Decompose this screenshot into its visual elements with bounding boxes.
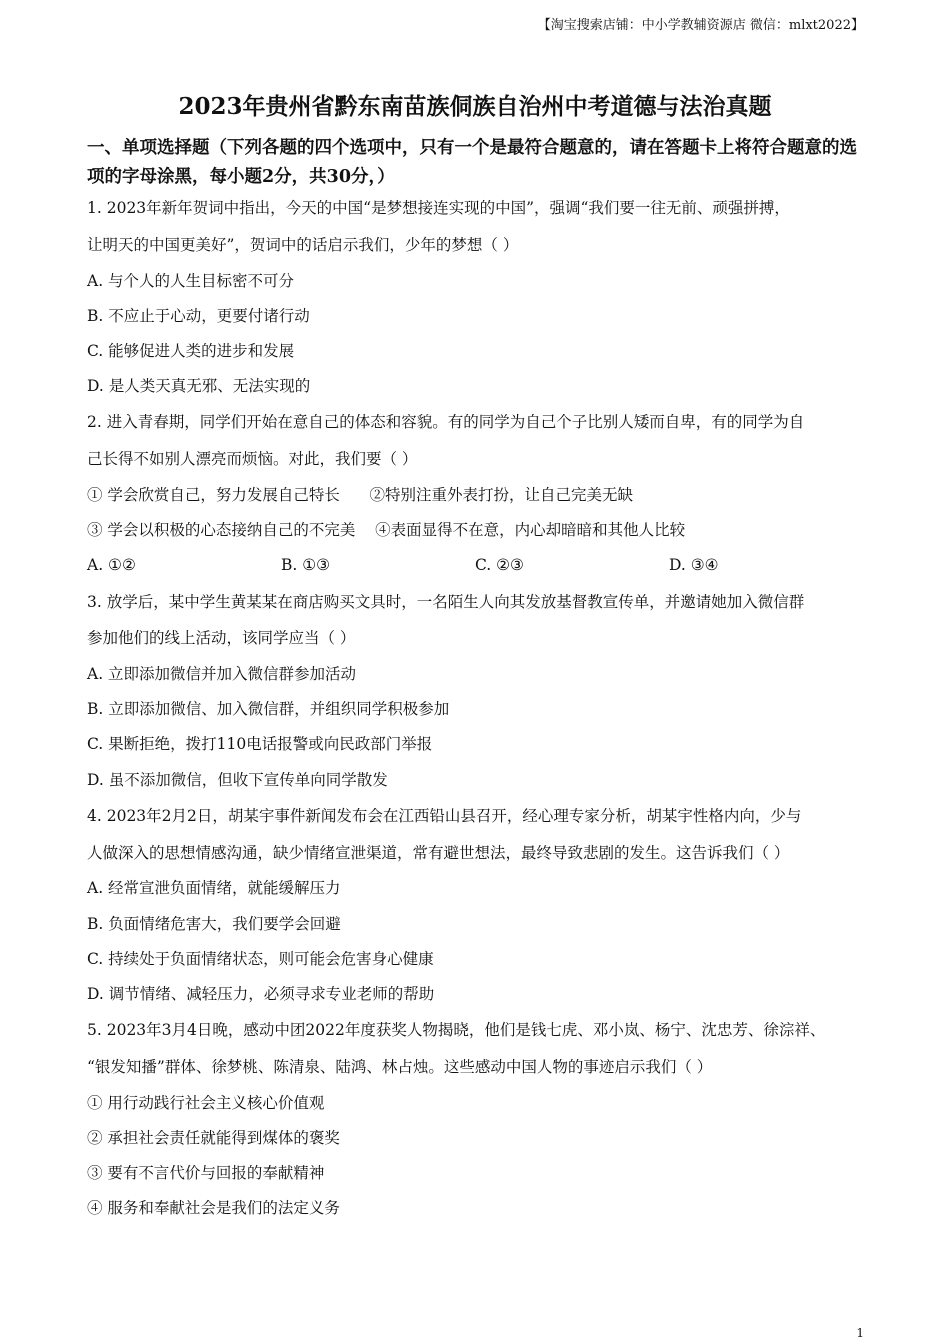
question-4-option-a: A. 经常宣泄负面情绪，就能缓解压力 (87, 879, 341, 898)
question-1-option-d: D. 是人类天真无邪、无法实现的 (87, 377, 311, 396)
question-1-stem-line-2: 让明天的中国更美好”，贺词中的话启示我们，少年的梦想（ ） (87, 235, 519, 254)
page-number: 1 (856, 1326, 864, 1340)
question-2-option-d: D. ③④ (669, 556, 719, 575)
question-3-option-c: C. 果断拒绝，拨打110电话报警或向民政部门举报 (87, 735, 433, 754)
question-5-stem-line-1: 5. 2023年3月4日晚，感动中团2022年度获奖人物揭晓，他们是钱七虎、邓小岚、杨宁、沈忠芳、徐淙祥、 (87, 1021, 826, 1040)
header-note: 【淘宝搜索店铺：中小学教辅资源店 微信：mlxt2022】 (537, 18, 864, 33)
question-1-option-a: A. 与个人的人生目标密不可分 (87, 271, 295, 290)
question-5-stem-line-2: “银发知播”群体、徐梦桃、陈清泉、陆鸿、林占烛。这些感动中国人物的事迹启示我们（ ） (87, 1057, 713, 1076)
question-3-stem-line-1: 3. 放学后，某中学生黄某某在商店购买文具时，一名陌生人向其发放基督教宣传单，并邀请她加入微信群 (87, 592, 805, 611)
question-5-statement-4: ④ 服务和奉献社会是我们的法定义务 (87, 1199, 340, 1218)
page-title: 2023年贵州省黔东南苗族侗族自治州中考道德与法治真题 (178, 93, 772, 120)
question-4-option-c: C. 持续处于负面情绪状态，则可能会危害身心健康 (87, 949, 434, 968)
section-heading: 一、单项选择题（下列各题的四个选项中，只有一个是最符合题意的，请在答题卡上将符合题意的选项的字母涂黑，每小题2分，共30分，） (87, 138, 857, 187)
question-2-option-a: A. ①② (87, 556, 136, 575)
question-5-statement-3: ③ 要有不言代价与回报的奉献精神 (87, 1164, 325, 1183)
question-5-statement-2: ② 承担社会责任就能得到煤体的褒奖 (87, 1128, 340, 1147)
question-2-statements-line-2: ③ 学会以积极的心态接纳自己的不完美 ④表面显得不在意，内心却暗暗和其他人比较 (87, 521, 686, 540)
question-3-option-a: A. 立即添加微信并加入微信群参加活动 (87, 665, 357, 684)
question-2-options (87, 548, 877, 583)
question-5-statement-1: ① 用行动践行社会主义核心价值观 (87, 1093, 325, 1112)
question-4-option-b: B. 负面情绪危害大，我们要学会回避 (87, 914, 341, 933)
question-4-option-d: D. 调节情绪、减轻压力，必须寻求专业老师的帮助 (87, 985, 435, 1003)
question-list (87, 190, 877, 1227)
question-3-option-d: D. 虽不添加微信，但收下宣传单向同学散发 (87, 770, 388, 789)
question-1-option-c: C. 能够促进人类的进步和发展 (87, 341, 295, 360)
question-2-option-c: C. ②③ (475, 556, 524, 575)
question-2-stem-line-1: 2. 进入青春期，同学们开始在意自己的体态和容貌。有的同学为自己个子比别人矮而自卑，有的同学为自 (87, 413, 805, 432)
question-2-stem-line-2: 己长得不如别人漂亮而烦恼。对此，我们要（ ） (87, 450, 418, 469)
question-4-stem-line-2: 人做深入的思想情感沟通，缺少情绪宣泄渠道，常有避世想法，最终导致悲剧的发生。这告诉我们（ ） (87, 843, 790, 862)
question-2-option-b: B. ①③ (281, 556, 331, 575)
question-3-stem-line-2: 参加他们的线上活动，该同学应当（ ） (87, 629, 356, 648)
question-1-stem-line-1: 1. 2023年新年贺词中指出，今天的中国“是梦想接连实现的中国”，强调“我们要一往无前、顽强拼搏， (87, 199, 790, 217)
question-2-statements-line-1: ① 学会欣赏自己，努力发展自己特长 ②特别注重外表打扮，让自己完美无缺 (87, 485, 633, 504)
question-4-stem-line-1: 4. 2023年2月2日，胡某宇事件新闻发布会在江西铅山县召开，经心理专家分析，胡某宇性格内向，少与 (87, 806, 802, 825)
question-3-option-b: B. 立即添加微信、加入微信群，并组织同学积极参加 (87, 700, 450, 719)
question-1-option-b: B. 不应止于心动，更要付诸行动 (87, 306, 310, 325)
